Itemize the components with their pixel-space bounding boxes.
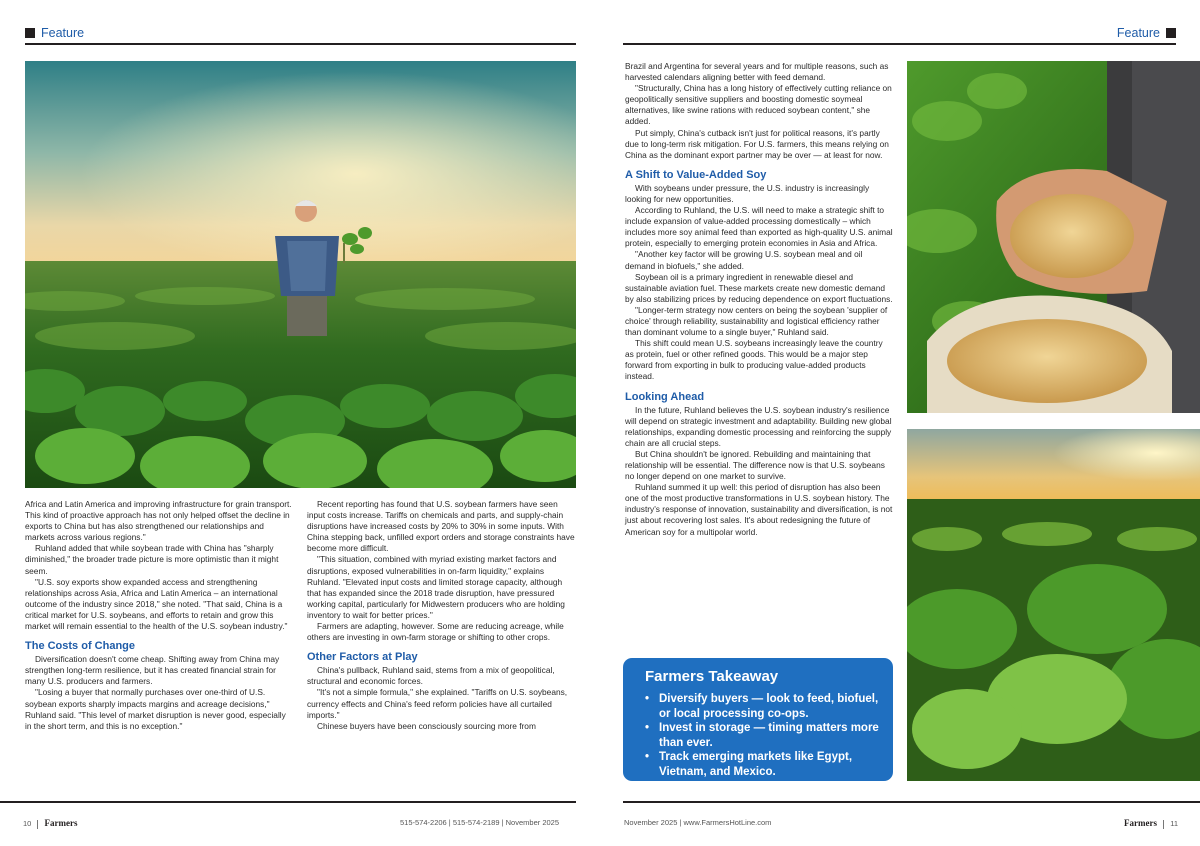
section-square-icon	[1166, 28, 1176, 38]
article-column-2	[307, 499, 576, 732]
section-heading: Other Factors at Play	[307, 651, 418, 664]
photo-hands-soybeans	[907, 61, 1200, 413]
section-heading: A Shift to Value-Added Soy	[625, 168, 767, 181]
takeaway-item: • Track emerging markets like Egypt, Vietnam, and Mexico.	[645, 750, 879, 779]
paragraph: "Losing a buyer that normally purchases over one-third of U.S. soybean exports sharply impacts margins and acreage decisions," Ruhland said. "This level of market disruption is never good, especially in the short term, and this is no exception."	[25, 687, 286, 731]
section-square-icon	[25, 28, 35, 38]
header-rule-right	[623, 43, 1176, 45]
section-label-right-text: Feature	[1116, 26, 1160, 40]
photo-soybean-leaves-sunset	[907, 429, 1200, 781]
paragraph: Ruhland added that while soybean trade with China has "sharply diminished," the broader trade picture is more optimistic than it might seem.	[25, 543, 279, 576]
takeaway-list	[645, 692, 879, 779]
takeaway-title: Farmers Takeaway	[645, 668, 779, 685]
paragraph: Farmers are adapting, however. Some are reducing acreage, while others are investing in own-farm storage or shifting to other crops.	[307, 621, 564, 643]
paragraph: "This situation, combined with myriad existing market factors and disruptions, exposed vulnerabilities in on-farm liquidity," explains Ruhland. "Elevated input costs and limited storage capacity, although that has expanded since the 2018 trade disruption, have pressured working capital, particularly for Midwestern producers who are holding inventory to wait for better prices."	[307, 554, 565, 620]
footer-left-info: 515-574-2206 | 515-574-2189 | November 2025	[400, 818, 560, 827]
section-heading: Looking Ahead	[625, 390, 705, 403]
footer-rule-right	[623, 801, 1200, 803]
paragraph: Recent reporting has found that U.S. soybean farmers have seen input costs increase. Tariffs on chemicals and parts, and supply-chain disruptions have increased costs by 20% to 30% in some inputs. With China stepping back, unfilled export orders and storage constraints have become more difficult.	[307, 499, 575, 554]
footer-logo-left: Farmers	[44, 818, 78, 828]
paragraph: Chinese buyers have been consciously sourcing more from	[317, 720, 536, 731]
farmers-takeaway-box	[623, 658, 893, 781]
header-rule-left	[25, 43, 576, 45]
takeaway-item: • Diversify buyers — look to feed, biofuel, or local processing co-ops.	[645, 692, 879, 721]
page-number-left: 10	[23, 819, 32, 828]
paragraph: Brazil and Argentina for several years and for multiple reasons, such as harvested calendars aligning better with feed demand.	[625, 61, 889, 83]
takeaway-item: • Invest in storage — timing matters more than ever.	[645, 721, 879, 750]
paragraph: China's pullback, Ruhland said, stems from a mix of geopolitical, structural and economic forces.	[307, 665, 555, 687]
article-column-3	[625, 61, 893, 538]
paragraph: Diversification doesn't come cheap. Shifting away from China may strengthen long-term resilience, but it has created financial strain for many U.S. producers and farmers.	[25, 654, 280, 687]
paragraph: But China shouldn't be ignored. Rebuilding and maintaining that relationship will be essential. The difference now is that U.S. soybeans no longer depend on one market to survive.	[625, 448, 885, 482]
paragraph: Put simply, China's cutback isn't just for political reasons, it's partly due to long-term risk mitigation. For U.S. farmers, this means relying on China as the dominant export partner may be over — at least for now.	[625, 127, 889, 160]
footer-logo-right: Farmers	[1124, 818, 1158, 828]
paragraph: Ruhland summed it up well: this period of disruption has also been one of the most productive transformations in U.S. soybean history. The industry's response of innovation, sustainability and diversification, is not just about recovering lost sales. It's about redesigning the future of American soy for a multipolar world.	[625, 482, 893, 537]
paragraph: "Longer-term strategy now centers on being the soybean 'supplier of choice' through reliability, sustainability and logistical efficiency rather than dominant volume to a single buyer," Ruhland said.	[625, 304, 888, 338]
footer-left	[23, 818, 78, 829]
section-heading: The Costs of Change	[25, 640, 136, 653]
footer-separator	[1163, 820, 1164, 829]
main-photo-farmer-field	[25, 61, 576, 488]
paragraph: "U.S. soy exports show expanded access and strengthening relationships across Asia, Africa and Latin America – an international outcome of the industry since 2018," she noted. "That said, China is a critical market for U.S. soybeans, and efforts to retain and grow this market will remain essential to the health of the U.S. soybean industry."	[25, 576, 288, 632]
article-column-1	[25, 499, 292, 732]
paragraph: Soybean oil is a primary ingredient in renewable diesel and sustainable aviation fuel. These markets create new domestic demand by also stabilizing prices by reducing dependence on export fluctuations.	[625, 271, 893, 304]
footer-right-info: November 2025 | www.FarmersHotLine.com	[624, 818, 772, 827]
paragraph: According to Ruhland, the U.S. will need to make a strategic shift to include expansion of value-added processing domestically – which includes more soy animal feed than exported as high-quality U.S. animal protein, especially to emerging protein economies in Asia and Africa.	[625, 205, 893, 249]
paragraph: "It's not a simple formula," she explained. "Tariffs on U.S. soybeans, currency effects and China's feed reform policies have all curtailed imports."	[307, 687, 568, 720]
paragraph: "Structurally, China has a long history of effectively cutting reliance on geopolitically sensitive suppliers and boosting domestic soymeal alternatives, like swine rations with reduced soybean content," she added.	[625, 83, 892, 127]
section-label-left-text: Feature	[41, 26, 85, 40]
paragraph: "Another key factor will be growing U.S. soybean meal and oil demand in biofuels," she added.	[625, 249, 863, 271]
paragraph: Africa and Latin America and improving infrastructure for grain transport. This kind of proactive approach has not only helped offset the decline in exports to China but has also strengthened our relationships and markets across various regions."	[25, 499, 292, 543]
section-label-left	[25, 26, 84, 40]
paragraph: In the future, Ruhland believes the U.S. soybean industry's resilience will depend on strategic investment and adaptability. Building new global relationships, expanding domestic processing and reinforcing the supply chain are all crucial steps.	[625, 404, 892, 448]
page-number-right: 11	[1170, 819, 1178, 828]
paragraph: This shift could mean U.S. soybeans increasingly leave the country as protein, fuel or other refined goods. This would be a major step forward from exporting in bulk to producing value-added products instead.	[625, 338, 883, 382]
footer-rule-left	[0, 801, 576, 803]
section-label-right	[1117, 26, 1176, 40]
paragraph: With soybeans under pressure, the U.S. industry is increasingly looking for new opportunities.	[625, 182, 870, 204]
footer-separator	[37, 820, 38, 829]
footer-right	[1124, 818, 1178, 829]
